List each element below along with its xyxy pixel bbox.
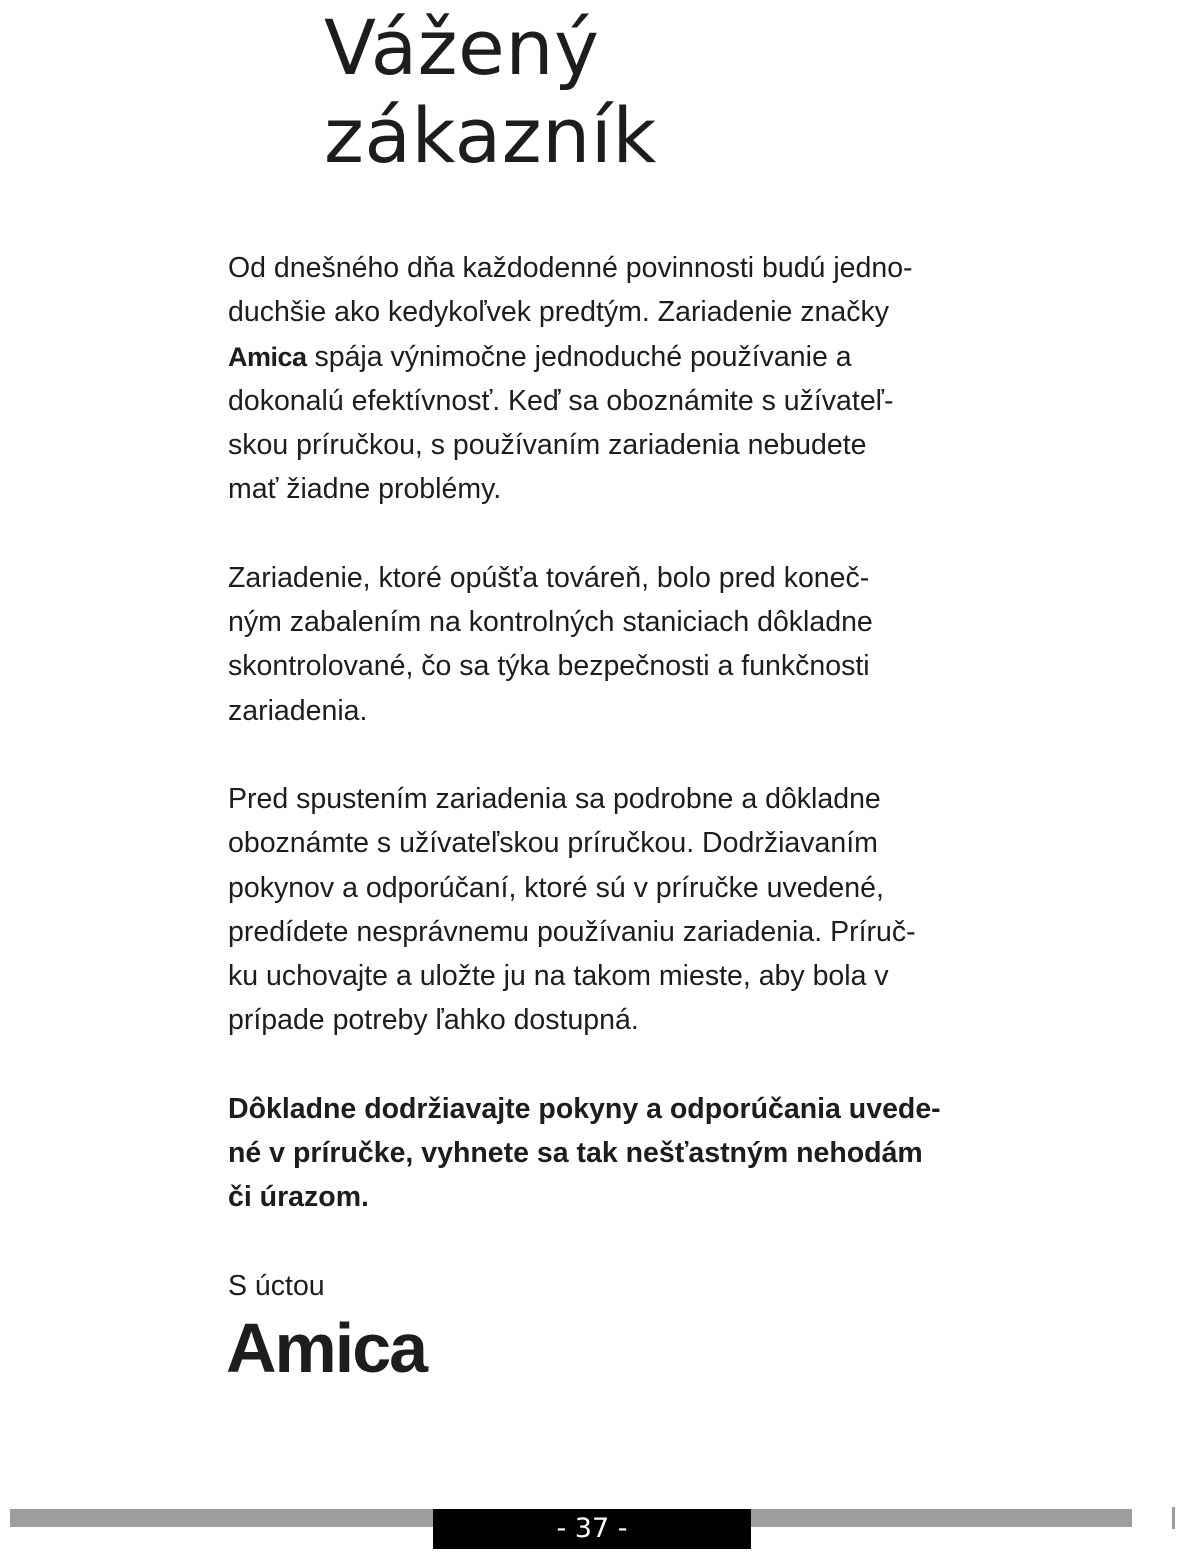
text-line: ku uchovajte a uložte ju na takom mieste, aby bola v — [228, 960, 889, 993]
title-line-1: Vážený — [324, 3, 600, 92]
page-title — [324, 4, 657, 180]
paragraph-intro — [228, 246, 988, 512]
letter-body — [228, 246, 988, 1308]
text-line: ným zabalením na kontrolných staniciach dôkladne — [228, 606, 873, 639]
text-line: zariadenia. — [228, 694, 368, 727]
paragraph-warning-bold — [228, 1087, 988, 1220]
closing-greeting: S úctou — [228, 1269, 325, 1302]
text-line: Od dnešného dňa každodenné povinnosti budú jedno- — [228, 252, 913, 284]
page-number: - 37 - — [433, 1509, 751, 1549]
text-line: prípade potreby ľahko dostupná. — [228, 1004, 639, 1037]
paragraph-quality-check — [228, 556, 988, 733]
text-line: skontrolované, čo sa týka bezpečnosti a funkčnosti — [228, 650, 870, 683]
text-line: oboznámte s užívateľskou príručkou. Dodržiavaním — [228, 827, 878, 860]
text-line: Pred spustením zariadenia sa podrobne a dôkladne — [228, 782, 881, 815]
text-line: duchšie ako kedykoľvek predtým. Zariadenie značky — [228, 296, 889, 329]
amica-inline-logo: Amica — [228, 341, 307, 372]
footer-edge-mark — [1172, 1507, 1175, 1529]
text-line: Zariadenie, ktoré opúšťa továreň, bolo pred koneč- — [228, 561, 870, 594]
text-line: pokynov a odporúčaní, ktoré sú v príručke uvedené, — [228, 871, 884, 904]
text-line: né v príručke, vyhnete sa tak nešťastným nehodám — [228, 1137, 923, 1170]
text-line: či úrazom. — [228, 1181, 369, 1214]
text-line: Dôkladne dodržiavajte pokyny a odporúčania uvede- — [228, 1092, 941, 1125]
paragraph-instructions — [228, 777, 988, 1043]
text-line — [228, 335, 988, 379]
text-line: predídete nesprávnemu používaniu zariadenia. Príruč- — [228, 915, 916, 948]
text-line: dokonalú efektívnosť. Keď sa oboznámite s užívateľ- — [228, 384, 894, 417]
title-line-2: zákazník — [324, 91, 657, 180]
text-line: skou príručkou, s používaním zariadenia nebudete — [228, 429, 867, 462]
amica-signature-logo: Amica — [226, 1309, 427, 1387]
text-line: mať žiadne problémy. — [228, 473, 502, 506]
text-line-rest: spája výnimočne jednoduché používanie a — [306, 340, 852, 373]
